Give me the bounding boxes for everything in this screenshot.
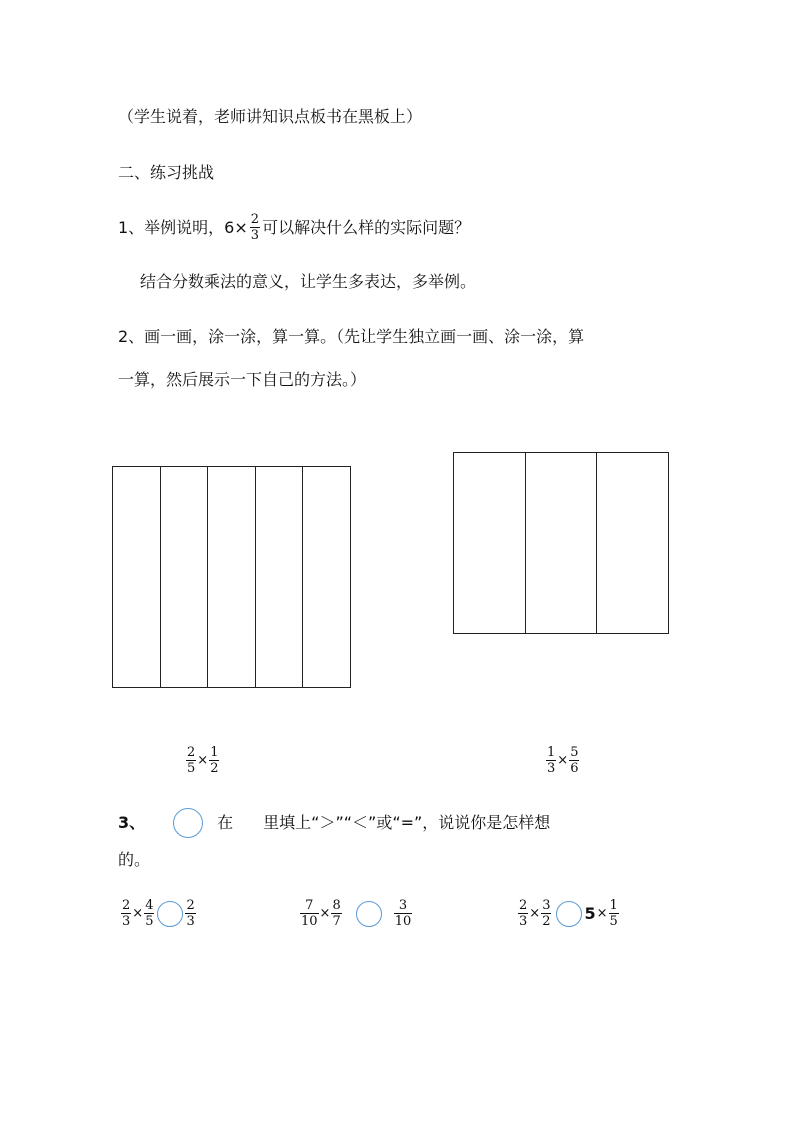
question-3 — [118, 808, 550, 838]
expression-right — [546, 745, 579, 776]
fraction — [609, 898, 619, 929]
comparison-answer-circle[interactable] — [556, 901, 582, 927]
question-1 — [118, 212, 470, 243]
multiply-sign: × — [529, 906, 541, 921]
teacher-note: （学生说着，老师讲知识点板书在黑板上） — [118, 107, 423, 126]
question-1-suffix: 可以解决什么样的实际问题？ — [262, 217, 471, 237]
fraction — [331, 898, 341, 929]
fraction-denominator: 7 — [332, 914, 341, 929]
fraction-numerator: 3 — [542, 898, 551, 913]
fraction-denominator: 10 — [301, 914, 318, 929]
fraction-numerator: 7 — [305, 898, 314, 913]
section-heading: 二、练习挑战 — [118, 163, 215, 182]
question-1-note: 结合分数乘法的意义，让学生多表达，多举例。 — [140, 272, 477, 291]
fraction-denominator: 3 — [547, 761, 556, 776]
fraction-denominator: 6 — [570, 761, 579, 776]
fraction-denominator: 3 — [519, 914, 528, 929]
comparison-answer-circle[interactable] — [157, 901, 183, 927]
expression-left — [186, 745, 219, 776]
multiply-sign: × — [319, 906, 331, 921]
fraction-numerator: 2 — [186, 898, 195, 913]
grid-cell — [303, 467, 350, 687]
fraction — [546, 745, 556, 776]
fraction-denominator: 10 — [394, 914, 412, 929]
fraction-numerator: 2 — [519, 898, 528, 913]
fraction-numerator: 5 — [570, 745, 579, 760]
fraction — [300, 898, 319, 929]
question-3-line-2: 的。 — [118, 850, 151, 869]
fraction — [209, 745, 219, 776]
fraction-numerator: 1 — [547, 745, 556, 760]
fraction-denominator: 5 — [609, 914, 618, 929]
fraction-denominator: 3 — [186, 914, 195, 929]
comparison-3 — [518, 898, 619, 929]
fraction — [394, 898, 413, 929]
grid-cell — [256, 467, 304, 687]
grid-cell — [113, 467, 161, 687]
fraction — [186, 745, 196, 776]
fraction — [518, 898, 528, 929]
fraction-numerator: 2 — [187, 745, 196, 760]
question-2-line-2: 一算，然后展示一下自己的方法。） — [118, 370, 367, 389]
question-2-line-1: 2、画一画，涂一涂，算一算。（先让学生独立画一画、涂一涂，算 — [118, 327, 585, 346]
fraction — [569, 745, 579, 776]
fraction-numerator: 1 — [609, 898, 618, 913]
comparison-2 — [300, 898, 412, 929]
multiply-sign: × — [557, 753, 569, 768]
fraction-denominator: 5 — [145, 914, 154, 929]
fraction — [144, 898, 154, 929]
fraction-numerator: 4 — [145, 898, 154, 913]
question-1-fraction — [250, 212, 260, 243]
fraction-numerator: 8 — [332, 898, 341, 913]
comparison-answer-circle[interactable] — [356, 901, 382, 927]
multiply-sign: × — [132, 906, 144, 921]
fraction — [121, 898, 131, 929]
multiply-sign: × — [596, 906, 608, 921]
fraction-denominator: 3 — [122, 914, 131, 929]
grid-cell — [597, 453, 668, 633]
grid-cell — [454, 453, 526, 633]
fraction — [541, 898, 551, 929]
example-circle-icon — [173, 808, 203, 838]
fraction — [185, 898, 195, 929]
question-3-text-a: 在 — [217, 813, 234, 832]
grid-three-columns — [453, 452, 669, 634]
question-3-text-b: 里填上“＞”“＜”或“=”，说说你是怎样想 — [263, 813, 551, 832]
grid-cell — [208, 467, 256, 687]
multiply-sign: × — [197, 753, 209, 768]
fraction-numerator: 2 — [250, 212, 260, 227]
fraction-numerator: 1 — [210, 745, 219, 760]
grid-five-columns — [112, 466, 351, 688]
fraction-denominator: 2 — [542, 914, 551, 929]
fraction-denominator: 3 — [250, 228, 260, 243]
fraction-numerator: 3 — [398, 898, 408, 913]
grid-cell — [526, 453, 598, 633]
fraction-denominator: 5 — [187, 761, 196, 776]
fraction-denominator: 2 — [210, 761, 219, 776]
fraction-numerator: 2 — [122, 898, 131, 913]
comparison-1 — [121, 898, 196, 929]
question-3-number: 3、 — [118, 813, 146, 832]
grid-cell — [161, 467, 209, 687]
question-1-prefix: 1、举例说明，6× — [118, 217, 248, 237]
whole-number: 5 — [584, 904, 596, 923]
